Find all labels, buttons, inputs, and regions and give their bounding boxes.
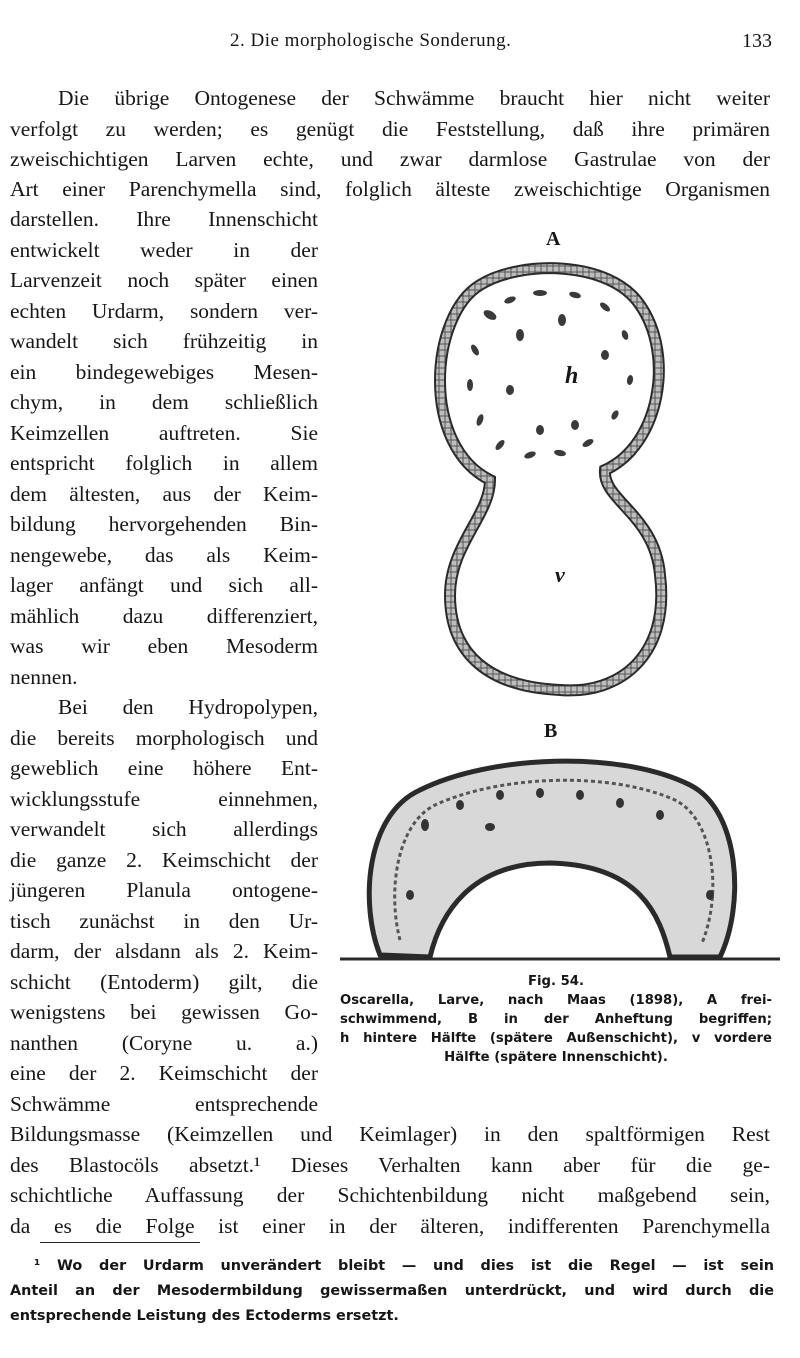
body-line: entspricht folglich in allem <box>10 451 318 475</box>
body-line: schichtliche Auffassung der Schichtenbildung nicht maßgebend sein, <box>10 1183 770 1207</box>
body-line: schicht (Entoderm) gilt, die <box>10 970 318 994</box>
body-line: die bereits morphologisch und <box>10 726 318 750</box>
body-line: dem ältesten, aus der Keim- <box>10 482 318 506</box>
caption-line: h hintere Hälfte (spätere Außenschicht), v vordere <box>340 1031 772 1046</box>
caption-title: Fig. 54. <box>528 974 584 989</box>
oscarella-larva-illustration <box>340 215 780 965</box>
caption-line: Hälfte (spätere Innenschicht). <box>444 1050 668 1065</box>
footnote-line: Anteil an der Mesodermbildung gewissermaßen unterdrückt, und wird durch die <box>10 1283 774 1299</box>
footnote-rule <box>40 1242 200 1243</box>
body-line: echten Urdarm, sondern ver- <box>10 299 318 323</box>
body-line: lager anfängt und sich all- <box>10 573 318 597</box>
body-line: Keimzellen auftreten. Sie <box>10 421 318 445</box>
body-line: jüngeren Planula ontogene- <box>10 878 318 902</box>
larva-a-drawing <box>440 268 661 690</box>
figure-label-h: h <box>565 363 579 389</box>
running-title: 2. Die morphologische Sonderung. <box>230 30 512 51</box>
caption-line: Oscarella, Larve, nach Maas (1898), A frei- <box>340 993 772 1008</box>
body-line: Bei den Hydropolypen, <box>58 695 318 719</box>
running-header <box>0 30 800 58</box>
body-line: ein bindegewebiges Mesen- <box>10 360 318 384</box>
caption-line: schwimmend, B in der Anheftung begriffen; <box>340 1012 772 1027</box>
body-line: Art einer Parenchymella sind, folglich älteste zweischichtige Organismen <box>10 177 770 201</box>
body-line: darm, der alsdann als 2. Keim- <box>10 939 318 963</box>
body-line: mählich dazu differenziert, <box>10 604 318 628</box>
body-line: wandelt sich frühzeitig in <box>10 329 318 353</box>
body-line: Schwämme entsprechende <box>10 1092 318 1116</box>
body-line: nanthen (Coryne u. a.) <box>10 1031 318 1055</box>
body-line: Bildungsmasse (Keimzellen und Keimlager) in den spaltförmigen Rest <box>10 1122 770 1146</box>
footnote-line: ¹ Wo der Urdarm unverändert bleibt — und dies ist die Regel — ist sein <box>34 1258 774 1274</box>
body-line: verwandelt sich allerdings <box>10 817 318 841</box>
footnote-line: entsprechende Leistung des Ectoderms ersetzt. <box>10 1308 399 1324</box>
body-line: wenigstens bei gewissen Go- <box>10 1000 318 1024</box>
body-line: eine der 2. Keimschicht der <box>10 1061 318 1085</box>
figure-caption <box>340 972 772 1067</box>
body-line: nengewebe, das als Keim- <box>10 543 318 567</box>
body-line: bildung hervorgehenden Bin- <box>10 512 318 536</box>
body-line: Larvenzeit noch später einen <box>10 268 318 292</box>
body-line: tisch zunächst in den Ur- <box>10 909 318 933</box>
body-line: des Blastocöls absetzt.¹ Dieses Verhalten kann aber für die ge- <box>10 1153 770 1177</box>
body-line: darstellen. Ihre Innenschicht <box>10 207 318 231</box>
body-line: wicklungsstufe einnehmen, <box>10 787 318 811</box>
figure-label-a: A <box>546 228 561 250</box>
body-line: nennen. <box>10 665 78 689</box>
body-line: zweischichtigen Larven echte, und zwar darmlose Gastrulae von der <box>10 147 770 171</box>
body-line: verfolgt zu werden; es genügt die Feststellung, daß ihre primären <box>10 117 770 141</box>
body-line: chym, in dem schließlich <box>10 390 318 414</box>
figure-label-b: B <box>544 720 558 742</box>
larva-b-drawing <box>340 761 780 959</box>
body-line: was wir eben Mesoderm <box>10 634 318 658</box>
figure-label-v: v <box>555 562 565 587</box>
body-line: Die übrige Ontogenese der Schwämme braucht hier nicht weiter <box>58 86 770 110</box>
body-line: die ganze 2. Keimschicht der <box>10 848 318 872</box>
body-line: geweblich eine höhere Ent- <box>10 756 318 780</box>
figure-54 <box>340 215 780 965</box>
page-number: 133 <box>742 30 772 52</box>
body-line: da es die Folge ist einer in der älteren, indifferenten Parenchymella <box>10 1214 770 1238</box>
body-line: entwickelt weder in der <box>10 238 318 262</box>
